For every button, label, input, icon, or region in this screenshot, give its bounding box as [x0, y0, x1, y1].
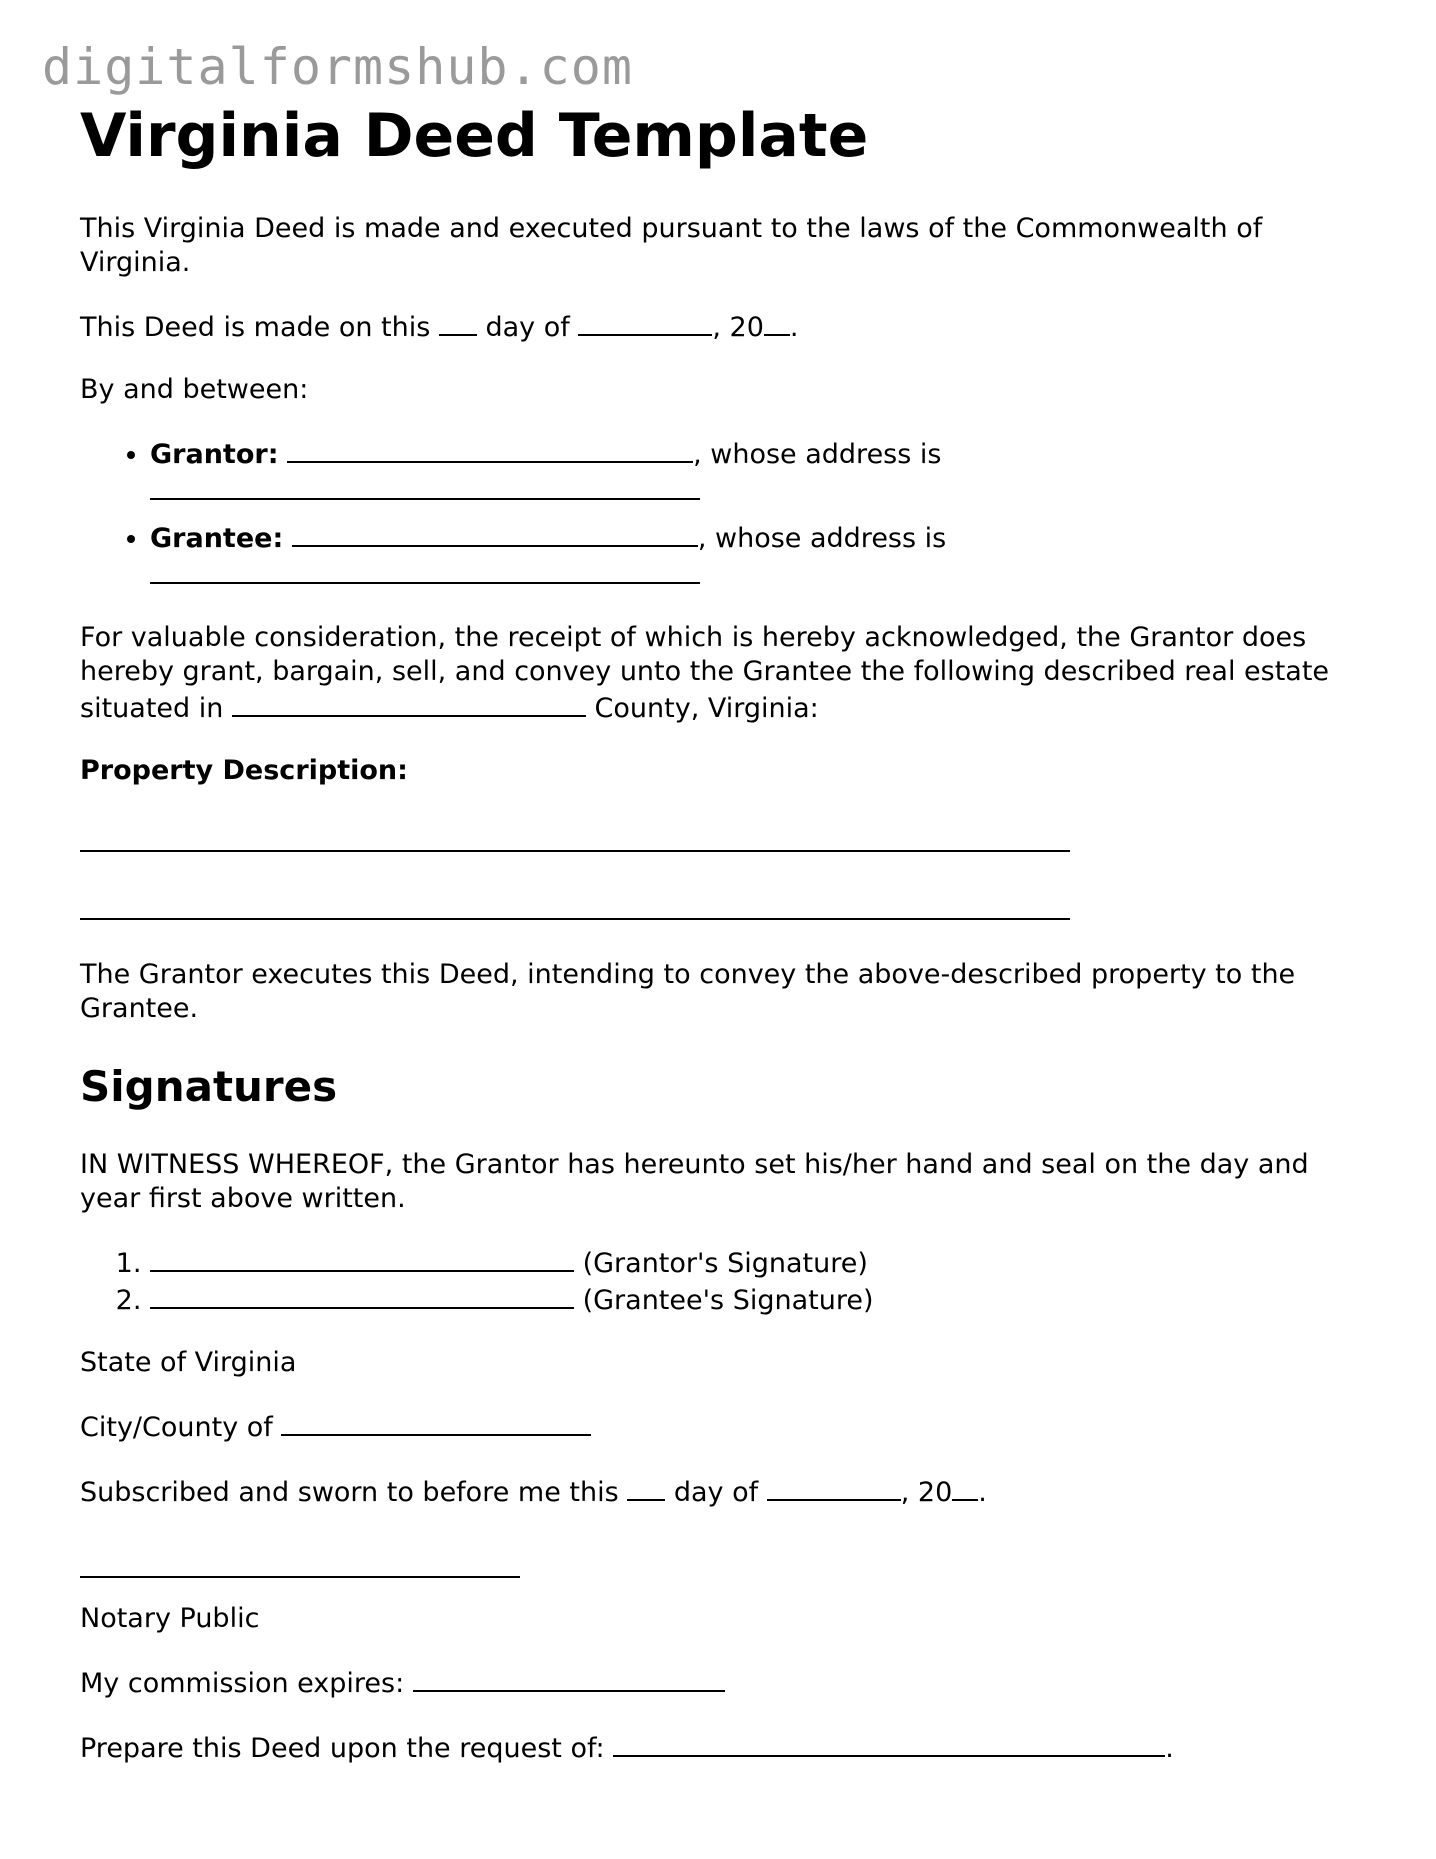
signature-item-grantor	[150, 1244, 1370, 1281]
date-line-end: .	[789, 312, 799, 343]
notary-year-blank[interactable]	[952, 1473, 978, 1501]
notary-day-blank[interactable]	[627, 1473, 665, 1501]
subscribed-end: .	[978, 1477, 987, 1509]
parties-list	[80, 435, 1370, 593]
consideration-suffix: County, Virginia:	[594, 693, 819, 724]
prepare-end: .	[1165, 1733, 1174, 1765]
commission-line	[80, 1664, 1370, 1701]
commission-label: My commission expires:	[80, 1668, 405, 1700]
intro-paragraph: This Virginia Deed is made and executed pursuant to the laws of the Commonwealth of Virginia.	[80, 213, 1263, 278]
property-description-line-1[interactable]	[80, 850, 1070, 852]
city-county-label: City/County of	[80, 1412, 273, 1444]
county-blank[interactable]	[232, 689, 586, 717]
document-page	[80, 100, 1370, 1766]
property-description-line-2[interactable]	[80, 918, 1070, 920]
day-blank[interactable]	[439, 308, 477, 336]
watermark: digitalformshub.com	[42, 38, 633, 96]
state-line: State of Virginia	[80, 1347, 297, 1379]
notary-month-blank[interactable]	[767, 1473, 901, 1501]
grantee-signature-blank[interactable]	[150, 1281, 574, 1309]
month-blank[interactable]	[578, 308, 712, 336]
executes-paragraph: The Grantor executes this Deed, intending to convey the above-described property to the Grantee.	[80, 959, 1296, 1024]
prepare-label: Prepare this Deed upon the request of:	[80, 1733, 605, 1765]
grantor-name-blank[interactable]	[287, 435, 693, 463]
between-line: By and between:	[80, 374, 309, 405]
property-heading-label: Property Description:	[80, 755, 408, 786]
city-county-line	[80, 1408, 1370, 1445]
consideration-paragraph	[80, 621, 1370, 726]
grantor-signature-label: (Grantor's Signature)	[582, 1248, 868, 1280]
party-grantee	[150, 519, 1370, 593]
grantee-address-blank[interactable]	[150, 556, 700, 584]
notary-public-label: Notary Public	[80, 1603, 260, 1635]
grantor-address-blank[interactable]	[150, 472, 700, 500]
prepare-blank[interactable]	[613, 1729, 1165, 1757]
grantee-suffix: , whose address is	[697, 523, 947, 554]
grantor-suffix: , whose address is	[693, 439, 942, 470]
subscribed-day-of: day of	[673, 1477, 759, 1509]
year-blank[interactable]	[764, 308, 790, 336]
notary-signature-line[interactable]	[80, 1576, 520, 1578]
grantor-signature-blank[interactable]	[150, 1244, 574, 1272]
date-line-day-of: day of	[485, 312, 570, 343]
subscribed-line	[80, 1473, 1370, 1510]
commission-blank[interactable]	[413, 1664, 725, 1692]
consideration-text: For valuable consideration, the receipt of which is hereby acknowledged, the Grantor does hereby grant, bargain, sell, and convey unto the Grantee the following described real estate situated in	[80, 622, 1330, 724]
page-title: Virginia Deed Template	[80, 101, 869, 171]
prepare-line	[80, 1729, 1370, 1766]
subscribed-prefix: Subscribed and sworn to before me this	[80, 1477, 619, 1509]
grantee-label: Grantee:	[150, 523, 284, 554]
signature-item-grantee	[150, 1281, 1370, 1318]
date-line	[80, 308, 1370, 345]
date-line-prefix: This Deed is made on this	[80, 312, 431, 343]
grantee-name-blank[interactable]	[292, 519, 698, 547]
grantee-signature-label: (Grantee's Signature)	[582, 1285, 874, 1317]
witness-paragraph: IN WITNESS WHEREOF, the Grantor has hereunto set his/her hand and seal on the day and year first above written.	[80, 1149, 1309, 1215]
signatures-heading: Signatures	[80, 1062, 338, 1111]
city-county-blank[interactable]	[281, 1408, 591, 1436]
date-line-year-prefix: , 20	[712, 312, 764, 343]
party-grantor	[150, 435, 1370, 509]
grantor-label: Grantor:	[150, 439, 279, 470]
property-heading	[80, 754, 1370, 788]
signature-list	[80, 1244, 1370, 1318]
subscribed-year-prefix: , 20	[900, 1477, 953, 1509]
